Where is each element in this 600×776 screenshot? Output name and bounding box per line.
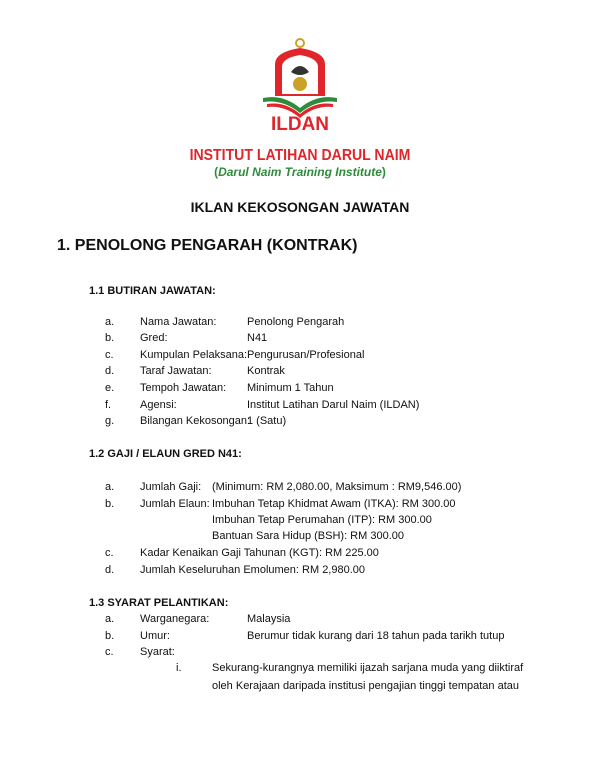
institute-subtitle — [0, 165, 600, 179]
kgt-letter-c: c. — [105, 547, 114, 559]
job-detail-letter: g. — [105, 415, 115, 427]
allowance-letter-b: b. — [105, 498, 115, 510]
logo-text: ILDAN — [270, 114, 330, 135]
job-detail-value: Pengurusan/Profesional — [247, 349, 365, 361]
job-detail-value: Minimum 1 Tahun — [247, 382, 334, 394]
job-detail-label: Gred: — [140, 332, 168, 344]
requirement-label: Warganegara: — [140, 613, 210, 625]
section-heading-gaji: 1.2 GAJI / ELAUN GRED N41: — [89, 448, 242, 460]
job-detail-label: Taraf Jawatan: — [140, 365, 212, 377]
salary-letter-a: a. — [105, 481, 115, 493]
job-detail-letter: a. — [105, 316, 115, 328]
requirement-line-2: oleh Kerajaan daripada institusi pengajian tinggi tempatan atau — [212, 680, 519, 692]
job-detail-letter: c. — [105, 349, 114, 361]
kgt-text: Kadar Kenaikan Gaji Tahunan (KGT): RM 225.00 — [140, 547, 379, 559]
section-heading-butiran: 1.1 BUTIRAN JAWATAN: — [89, 285, 216, 297]
requirement-value: Berumur tidak kurang dari 18 tahun pada tarikh tutup — [247, 630, 505, 642]
job-detail-value: N41 — [247, 332, 268, 344]
subtitle-text: Darul Naim Training Institute — [218, 165, 382, 179]
requirement-letter: b. — [105, 630, 115, 642]
job-detail-letter: d. — [105, 365, 115, 377]
emolument-text: Jumlah Keseluruhan Emolumen: RM 2,980.00 — [140, 564, 366, 576]
job-detail-label: Tempoh Jawatan: — [140, 382, 227, 394]
job-detail-value: Penolong Pengarah — [247, 316, 345, 328]
requirement-label: Umur: — [140, 630, 170, 642]
job-detail-label: Agensi: — [140, 399, 177, 411]
job-detail-label: Bilangan Kekosongan: — [140, 415, 251, 427]
job-detail-letter: b. — [105, 332, 115, 344]
requirement-value: Malaysia — [247, 613, 291, 625]
job-detail-value: 1 (Satu) — [247, 415, 287, 427]
section-heading-syarat: 1.3 SYARAT PELANTIKAN: — [89, 597, 229, 609]
requirement-numeral: i. — [176, 662, 182, 674]
allowance-itp: Imbuhan Tetap Perumahan (ITP): RM 300.00 — [212, 514, 432, 526]
subtitle-paren-close: ) — [381, 165, 386, 179]
allowance-bsh: Bantuan Sara Hidup (BSH): RM 300.00 — [212, 530, 404, 542]
job-detail-letter: f. — [105, 399, 112, 411]
requirement-letter: c. — [105, 646, 114, 658]
allowance-itka: Imbuhan Tetap Khidmat Awam (ITKA): RM 300.00 — [212, 498, 456, 510]
job-detail-value: Institut Latihan Darul Naim (ILDAN) — [247, 399, 420, 411]
institute-name: INSTITUT LATIHAN DARUL NAIM — [189, 147, 411, 164]
job-detail-value: Kontrak — [247, 365, 285, 377]
requirement-letter: a. — [105, 613, 115, 625]
requirement-label: Syarat: — [140, 646, 175, 658]
document-title: IKLAN KEKOSONGAN JAWATAN — [190, 199, 410, 215]
subtitle-paren-open: ( — [214, 165, 219, 179]
position-title: 1. PENOLONG PENGARAH (KONTRAK) — [57, 237, 358, 254]
job-detail-letter: e. — [105, 382, 115, 394]
salary-label: Jumlah Gaji: — [140, 481, 202, 493]
allowance-label: Jumlah Elaun: — [140, 498, 210, 510]
salary-value: (Minimum: RM 2,080.00, Maksimum : RM9,546.00) — [212, 481, 462, 493]
ildan-logo — [255, 34, 345, 134]
requirement-line-1: Sekurang-kurangnya memiliki ijazah sarjana muda yang diiktiraf — [212, 662, 524, 674]
job-detail-label: Nama Jawatan: — [140, 316, 217, 328]
emolument-letter-d: d. — [105, 564, 115, 576]
job-detail-label: Kumpulan Pelaksana: — [140, 349, 248, 361]
